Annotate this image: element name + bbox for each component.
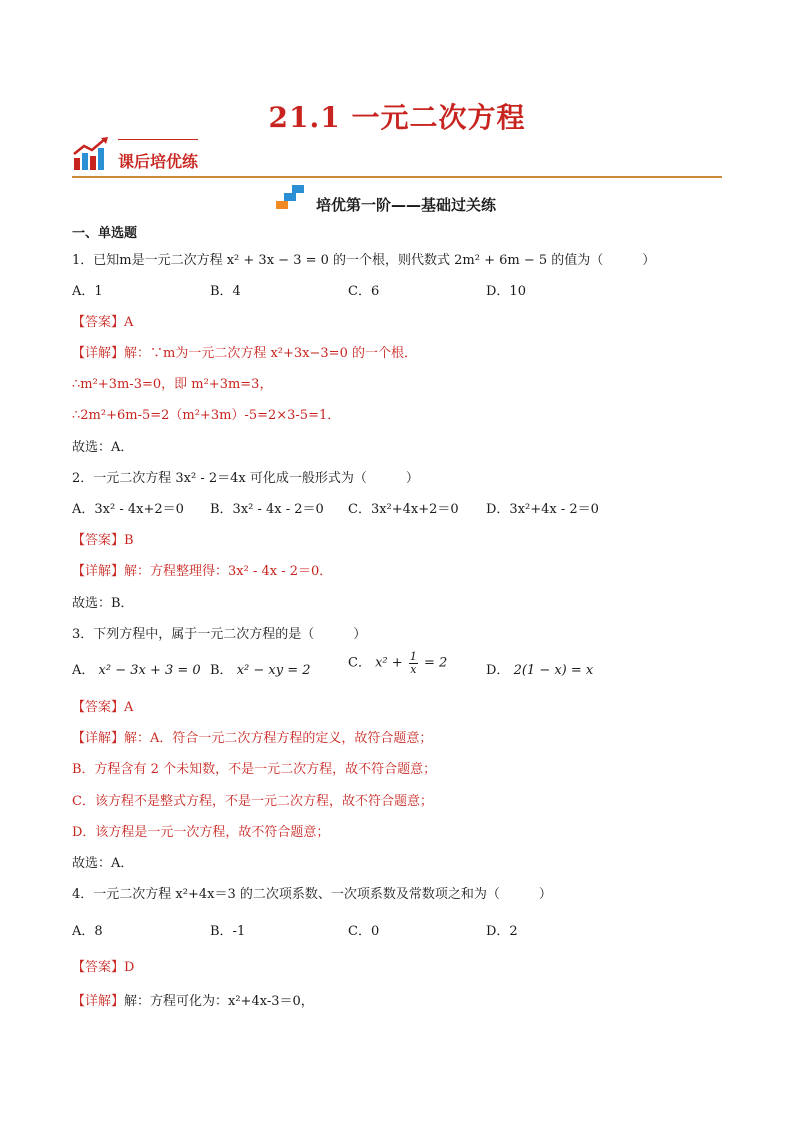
q1-detail-3: ∴2m²+6m-5=2（m²+3m）-5=2×3-5=1． bbox=[72, 408, 341, 423]
question-2-stem: 2．一元二次方程 3x² - 2＝4x 可化成一般形式为（ ） bbox=[72, 471, 419, 486]
detail-tag: 【详解】 bbox=[72, 994, 125, 1009]
growth-chart-icon bbox=[72, 136, 110, 172]
question-4-stem: 4．一元二次方程 x²+4x＝3 的二次项系数、一次项系数及常数项之和为（ ） bbox=[72, 887, 552, 902]
option-letter: B． bbox=[210, 663, 233, 678]
detail-text: 解：方程可化为：x²+4x-3＝0， bbox=[124, 994, 314, 1009]
q1-answer bbox=[72, 311, 133, 330]
detail-text: 解：方程整理得：3x² - 4x - 2＝0． bbox=[124, 564, 333, 579]
answer-value: A bbox=[124, 315, 134, 330]
q1-detail-2: ∴m²+3m-3=0，即 m²+3m=3， bbox=[72, 377, 273, 392]
question-1-stem: 1．已知m是一元二次方程 x² + 3x − 3 = 0 的一个根，则代数式 2m² + 6m − 5 的值为（ ） bbox=[72, 253, 656, 268]
q4-answer bbox=[72, 956, 134, 975]
fraction bbox=[409, 651, 418, 675]
option-formula: x² − xy = 2 bbox=[236, 663, 311, 678]
q2-detail-2: 故选：B． bbox=[72, 596, 134, 611]
q1-detail-1 bbox=[72, 342, 417, 361]
header-accent-line bbox=[118, 139, 198, 140]
q2-answer bbox=[72, 529, 134, 548]
q2-option-b: B．3x² - 4x - 2＝0 bbox=[210, 502, 324, 517]
section-title: 培优第一阶——基础过关练 bbox=[316, 196, 497, 214]
q3-detail-1 bbox=[72, 727, 432, 746]
page-title: 21.1 一元二次方程 bbox=[268, 101, 526, 134]
answer-tag: 【答案】 bbox=[72, 315, 125, 330]
answer-value: A bbox=[124, 700, 134, 715]
detail-tag: 【详解】 bbox=[72, 731, 125, 746]
header-rule bbox=[72, 176, 722, 178]
header-label: 课后培优练 bbox=[118, 152, 199, 171]
fraction-numerator: 1 bbox=[409, 650, 417, 663]
q1-option-a: A．1 bbox=[72, 284, 103, 299]
answer-value: B bbox=[124, 533, 134, 548]
q3-option-d bbox=[486, 659, 593, 678]
q4-option-d: D．2 bbox=[486, 924, 518, 939]
detail-tag: 【详解】 bbox=[72, 346, 125, 361]
q2-detail-1 bbox=[72, 560, 332, 579]
q2-option-a: A．3x² - 4x+2＝0 bbox=[72, 502, 184, 517]
option-letter: C． bbox=[348, 655, 371, 671]
q3-answer bbox=[72, 696, 133, 715]
option-formula: x² − 3x + 3 = 0 bbox=[98, 663, 201, 678]
option-formula-start: x² + bbox=[375, 655, 403, 671]
q3-detail-5: 故选：A． bbox=[72, 856, 134, 871]
q1-option-c: C．6 bbox=[348, 284, 380, 299]
q3-detail-2: B．方程含有 2 个未知数，不是一元二次方程，故不符合题意； bbox=[72, 762, 437, 777]
q3-option-c bbox=[348, 651, 447, 675]
option-formula: 2(1 − x) = x bbox=[513, 663, 594, 678]
detail-tag: 【详解】 bbox=[72, 564, 125, 579]
q1-option-b: B．4 bbox=[210, 284, 241, 299]
option-letter: A． bbox=[72, 663, 95, 678]
answer-tag: 【答案】 bbox=[72, 960, 125, 975]
detail-text: 解：A．符合一元二次方程方程的定义，故符合题意； bbox=[124, 731, 433, 746]
detail-text: 解：∵m为一元二次方程 x²+3x−3=0 的一个根． bbox=[124, 346, 417, 361]
q3-detail-4: D．该方程是一元一次方程，故不符合题意； bbox=[72, 825, 330, 840]
q3-detail-3: C．该方程不是整式方程，不是一元二次方程，故不符合题意； bbox=[72, 794, 433, 809]
q3-option-a bbox=[72, 659, 201, 678]
q3-option-b bbox=[210, 659, 311, 678]
answer-tag: 【答案】 bbox=[72, 533, 125, 548]
answer-value: D bbox=[124, 960, 135, 975]
q1-detail-4: 故选：A． bbox=[72, 440, 134, 455]
q4-option-c: C．0 bbox=[348, 924, 380, 939]
q2-option-c: C．3x²+4x+2＝0 bbox=[348, 502, 459, 517]
option-letter: D． bbox=[486, 663, 510, 678]
steps-icon bbox=[276, 183, 310, 209]
q4-option-a: A．8 bbox=[72, 924, 103, 939]
question-3-stem: 3．下列方程中，属于一元二次方程的是（ ） bbox=[72, 627, 367, 642]
part-heading: 一、单选题 bbox=[72, 226, 138, 241]
option-formula-end: = 2 bbox=[423, 655, 448, 671]
q4-detail-1 bbox=[72, 990, 314, 1009]
q4-option-b: B．-1 bbox=[210, 924, 246, 939]
answer-tag: 【答案】 bbox=[72, 700, 125, 715]
q2-option-d: D．3x²+4x - 2＝0 bbox=[486, 502, 599, 517]
q1-option-d: D．10 bbox=[486, 284, 526, 299]
fraction-denominator: x bbox=[410, 662, 417, 676]
